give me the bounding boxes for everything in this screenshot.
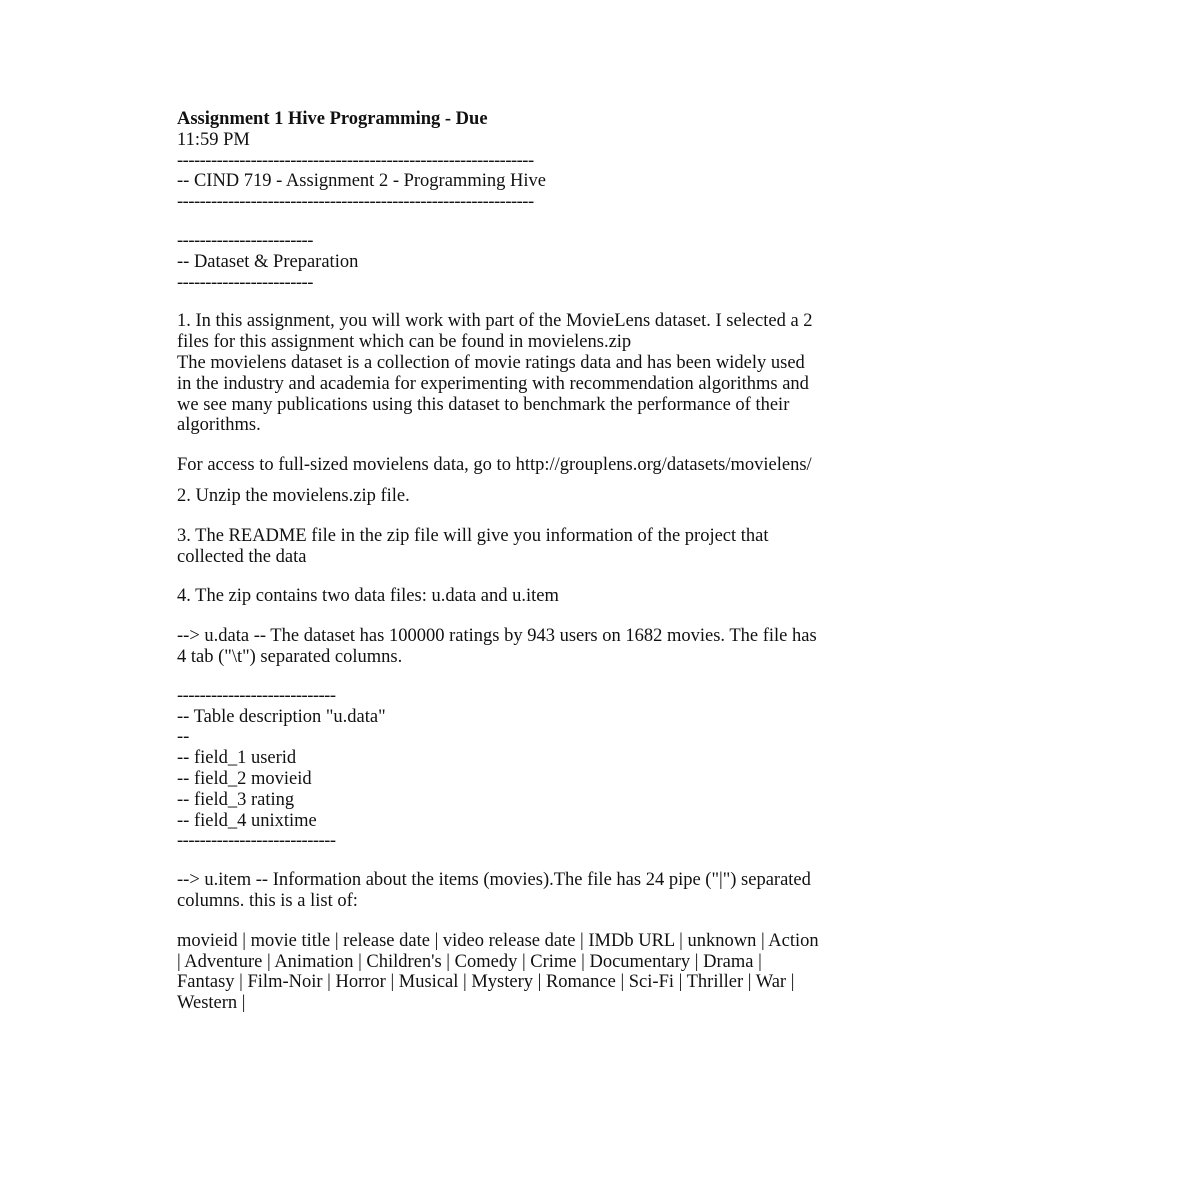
paragraph-line: algorithms.	[177, 415, 261, 436]
paragraph-line: --> u.item -- Information about the items (movies).The file has 24 pipe ("|") separated	[177, 870, 811, 891]
uitem-column-list	[177, 931, 1027, 1014]
banner-rule-bottom: ---------------------------------------------------------------	[177, 192, 534, 213]
document-page	[177, 109, 1027, 1014]
paragraph-line: --> u.data -- The dataset has 100000 ratings by 943 users on 1682 movies. The file has	[177, 626, 817, 647]
table-field: -- field_4 unixtime	[177, 810, 317, 831]
table-field: -- field_1 userid	[177, 748, 297, 769]
paragraph-line: 3. The README file in the zip file will give you information of the project that	[177, 525, 769, 546]
paragraph-3	[177, 526, 1027, 568]
banner-text: -- CIND 719 - Assignment 2 - Programming Hive	[177, 171, 546, 192]
table-rule-bottom: ----------------------------	[177, 831, 336, 852]
dataset-heading: -- Dataset & Preparation	[177, 251, 359, 272]
dataset-rule-top: ------------------------	[177, 230, 313, 251]
paragraph-line: we see many publications using this dataset to benchmark the performance of their	[177, 394, 790, 415]
column-list-line: Western |	[177, 993, 246, 1014]
dataset-rule-bottom: ------------------------	[177, 272, 313, 293]
table-title: -- Table description "u.data"	[177, 706, 386, 727]
udata-description	[177, 626, 1027, 668]
table-blank-comment: --	[177, 727, 190, 748]
udata-table-description	[177, 686, 1027, 852]
document-title: Assignment 1 Hive Programming - Due	[177, 109, 488, 129]
column-list-line: | Adventure | Animation | Children's | Comedy | Crime | Documentary | Drama |	[177, 951, 762, 972]
table-field: -- field_3 rating	[177, 789, 295, 810]
uitem-description	[177, 870, 1027, 912]
paragraph-4: 4. The zip contains two data files: u.data and u.item	[177, 586, 559, 607]
paragraph-1	[177, 311, 1027, 436]
access-paragraph: For access to full-sized movielens data, go to http://grouplens.org/datasets/movielens/	[177, 455, 812, 476]
paragraph-line: columns. this is a list of:	[177, 890, 358, 911]
due-time: 11:59 PM	[177, 129, 250, 150]
paragraph-line: 4 tab ("\t") separated columns.	[177, 646, 403, 667]
paragraph-2: 2. Unzip the movielens.zip file.	[177, 485, 410, 506]
column-list-line: Fantasy | Film-Noir | Horror | Musical | Mystery | Romance | Sci-Fi | Thriller | War |	[177, 972, 795, 993]
table-rule-top: ----------------------------	[177, 685, 336, 706]
paragraph-line: The movielens dataset is a collection of movie ratings data and has been widely used	[177, 352, 805, 373]
paragraph-line: 1. In this assignment, you will work with part of the MovieLens dataset. I selected a 2	[177, 311, 813, 332]
banner-rule-top: ---------------------------------------------------------------	[177, 150, 534, 171]
column-list-line: movieid | movie title | release date | video release date | IMDb URL | unknown | Action	[177, 930, 819, 951]
paragraph-line: files for this assignment which can be found in movielens.zip	[177, 332, 632, 353]
table-field: -- field_2 movieid	[177, 768, 312, 789]
paragraph-line: collected the data	[177, 546, 307, 567]
paragraph-line: in the industry and academia for experimenting with recommendation algorithms and	[177, 373, 809, 394]
